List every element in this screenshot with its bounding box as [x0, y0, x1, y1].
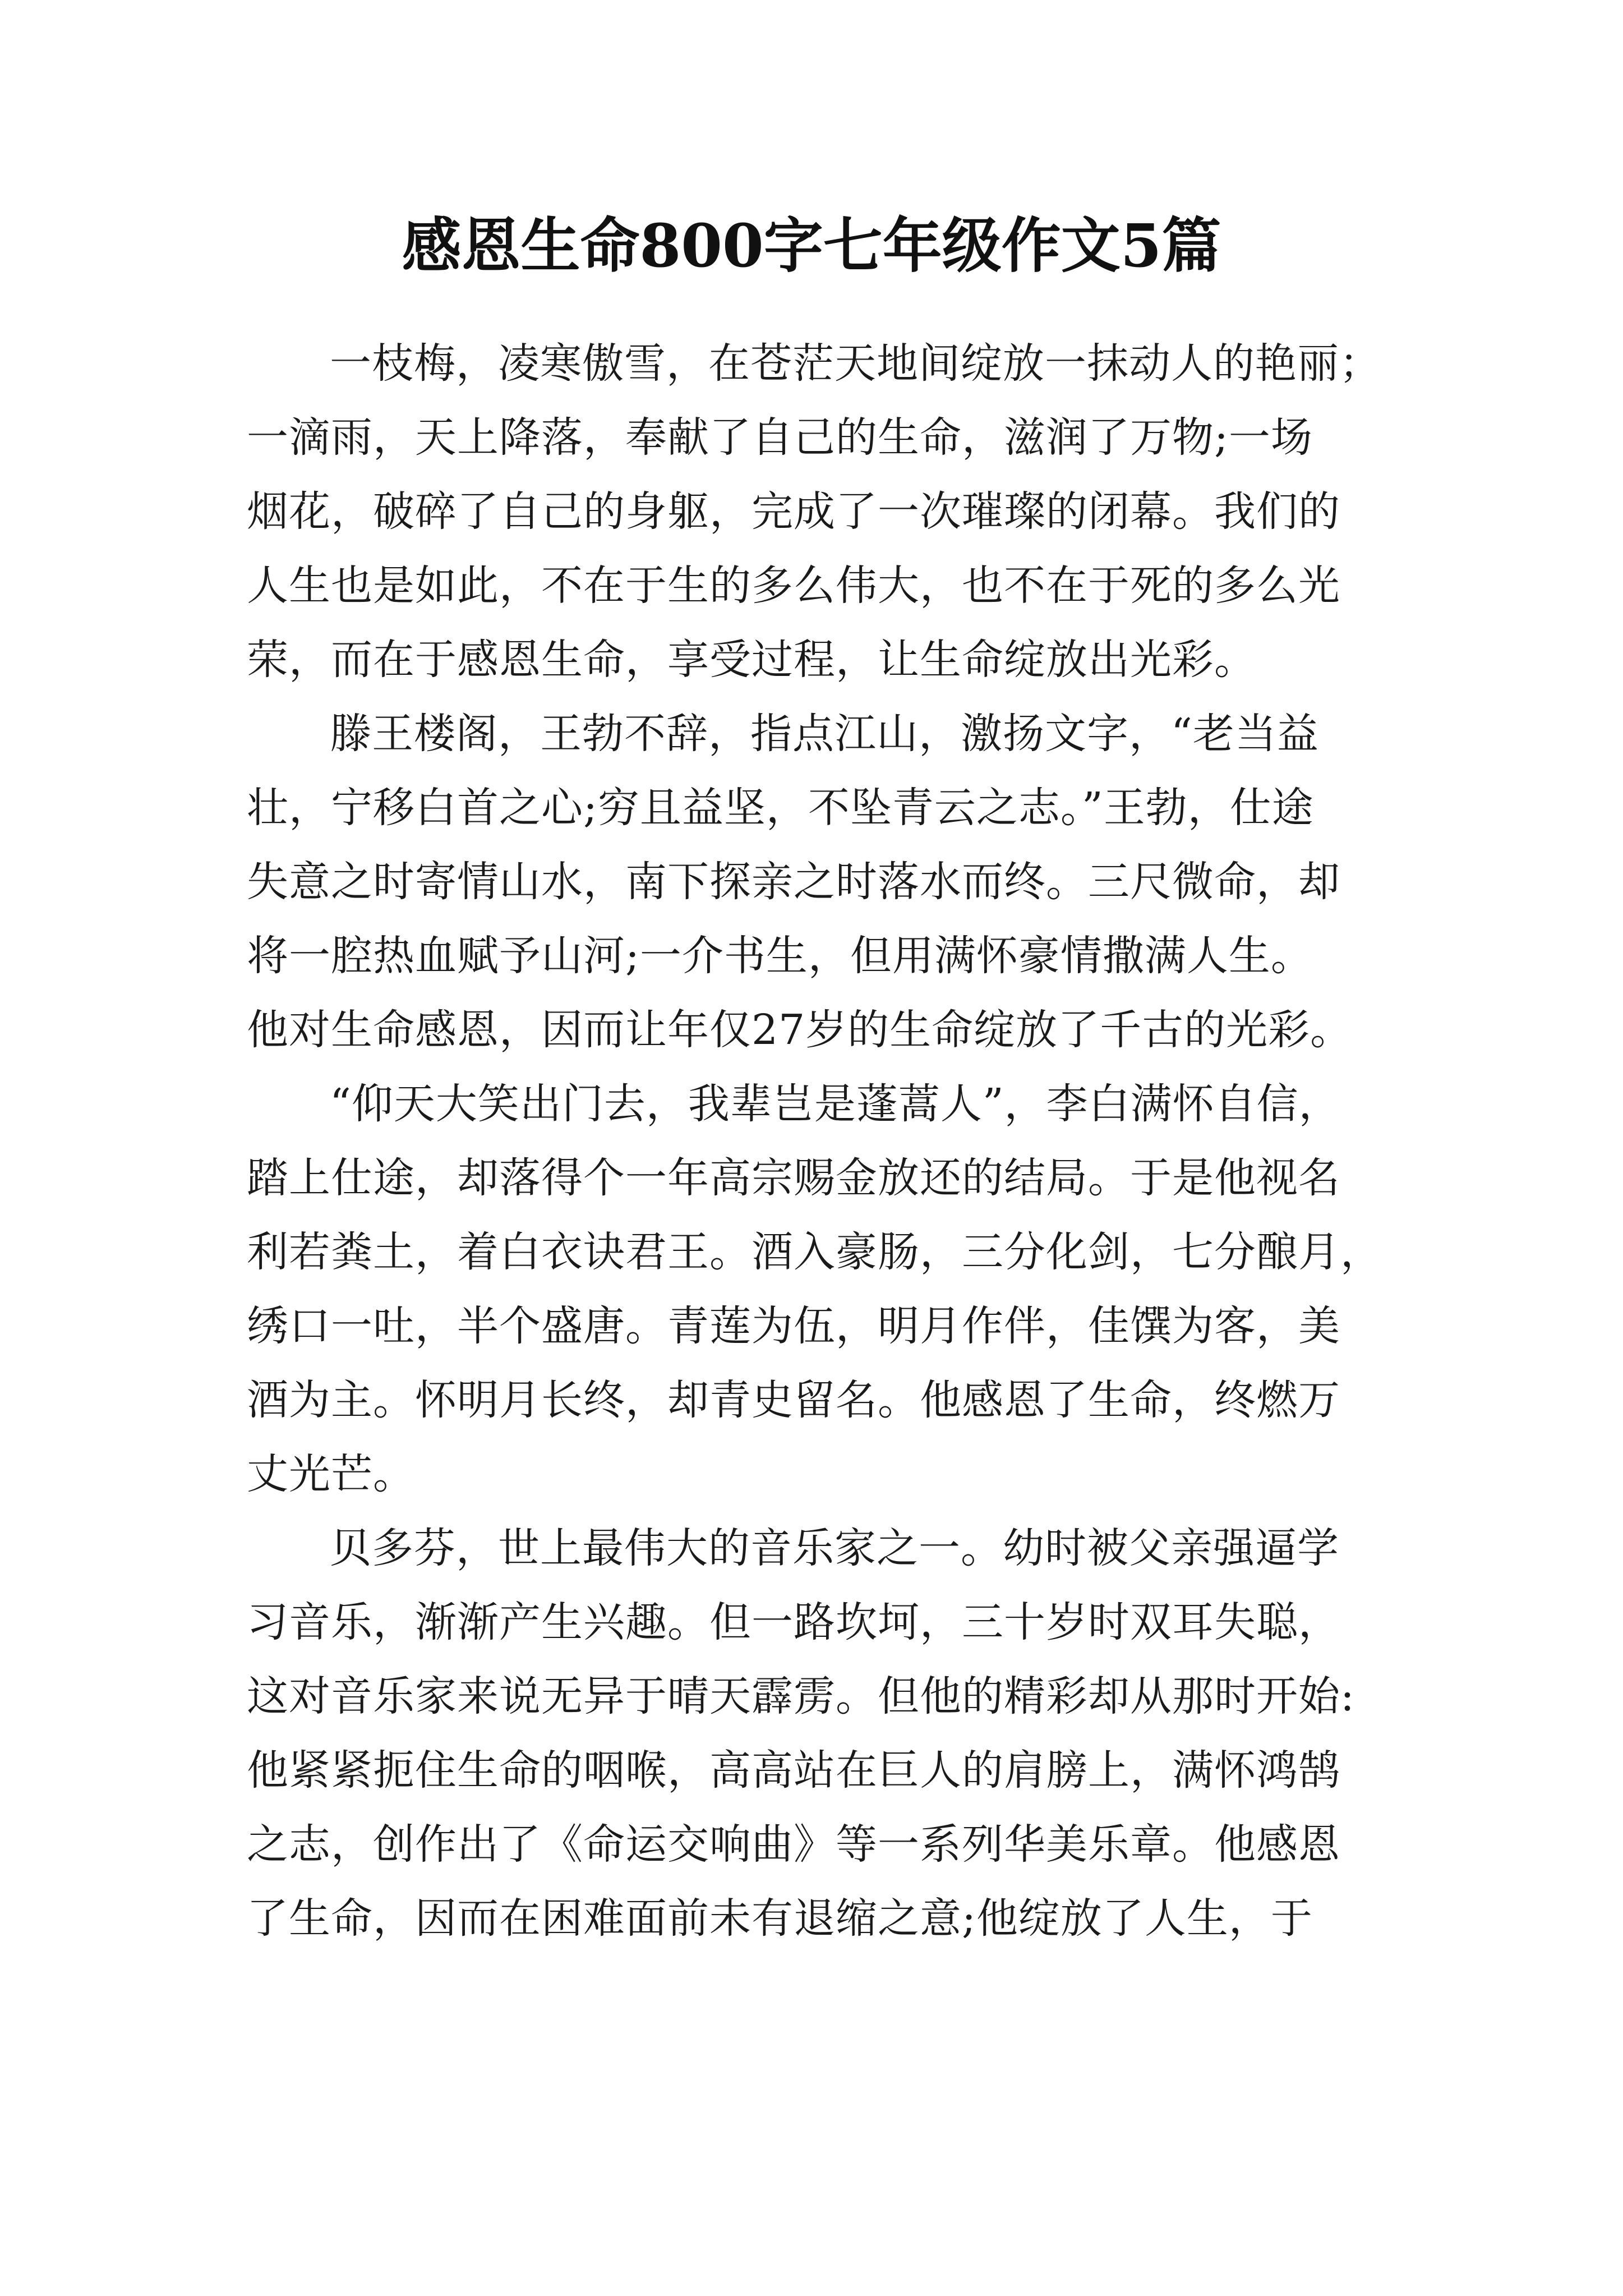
paragraph-3-line-1: “仰天大笑出门去，我辈岂是蓬蒿人”，李白满怀自信，	[330, 1080, 1341, 1128]
paragraph-1-line-3: 烟花，破碎了自己的身躯，完成了一次璀璨的闭幕。我们的	[247, 487, 1340, 536]
paragraph-2-line-5: 他对生命感恩，因而让年仅27岁的生命绽放了千古的光彩。	[247, 1006, 1353, 1054]
paragraph-4-line-1: 贝多芬，世上最伟大的音乐家之一。幼时被父亲强逼学	[330, 1524, 1339, 1572]
paragraph-4-line-6: 了生命，因而在困难面前未有退缩之意;他绽放了人生，于	[247, 1894, 1313, 1943]
paragraph-1-line-2: 一滴雨，天上降落，奉献了自己的生命，滋润了万物;一场	[247, 413, 1313, 462]
paragraph-2-line-1: 滕王楼阁，王勃不辞，指点江山，激扬文字，“老当益	[330, 710, 1319, 758]
paragraph-2-line-4: 将一腔热血赋予山河;一介书生，但用满怀豪情撒满人生。	[247, 932, 1313, 980]
paragraph-4-line-3: 这对音乐家来说无异于晴天霹雳。但他的精彩却从那时开始:	[247, 1672, 1355, 1720]
document-title: 感恩生命800字七年级作文5篇	[402, 210, 1221, 280]
paragraph-1-line-1: 一枝梅，凌寒傲雪，在苍茫天地间绽放一抹动人的艳丽；	[330, 339, 1381, 388]
paragraph-3-line-6: 丈光芒。	[247, 1450, 415, 1498]
paragraph-3-line-5: 酒为主。怀明月长终，却青史留名。他感恩了生命，终燃万	[247, 1376, 1340, 1424]
paragraph-1-line-5: 荣，而在于感恩生命，享受过程，让生命绽放出光彩。	[247, 636, 1256, 684]
paragraph-2-line-2: 壮，宁移白首之心;穷且益坚，不坠青云之志。”王勃，仕途	[247, 784, 1314, 832]
document-body	[247, 326, 1385, 1955]
paragraph-2-line-3: 失意之时寄情山水，南下探亲之时落水而终。三尺微命，却	[247, 858, 1340, 906]
paragraph-3-line-4: 绣口一吐，半个盛唐。青莲为伍，明月作伴，佳馔为客，美	[247, 1302, 1340, 1350]
paragraph-4-line-2: 习音乐，渐渐产生兴趣。但一路坎坷，三十岁时双耳失聪，	[247, 1598, 1340, 1646]
paragraph-1-line-4: 人生也是如此，不在于生的多么伟大，也不在于死的多么光	[247, 562, 1340, 610]
paragraph-4-line-5: 之志，创作出了《命运交响曲》等一系列华美乐章。他感恩	[247, 1820, 1340, 1869]
paragraph-3-line-2: 踏上仕途，却落得个一年高宗赐金放还的结局。于是他视名	[247, 1154, 1340, 1202]
paragraph-4-line-4: 他紧紧扼住生命的咽喉，高高站在巨人的肩膀上，满怀鸿鹄	[247, 1746, 1340, 1795]
paragraph-3-line-3: 利若粪土，着白衣诀君王。酒入豪肠，三分化剑，七分酿月，	[247, 1228, 1382, 1276]
